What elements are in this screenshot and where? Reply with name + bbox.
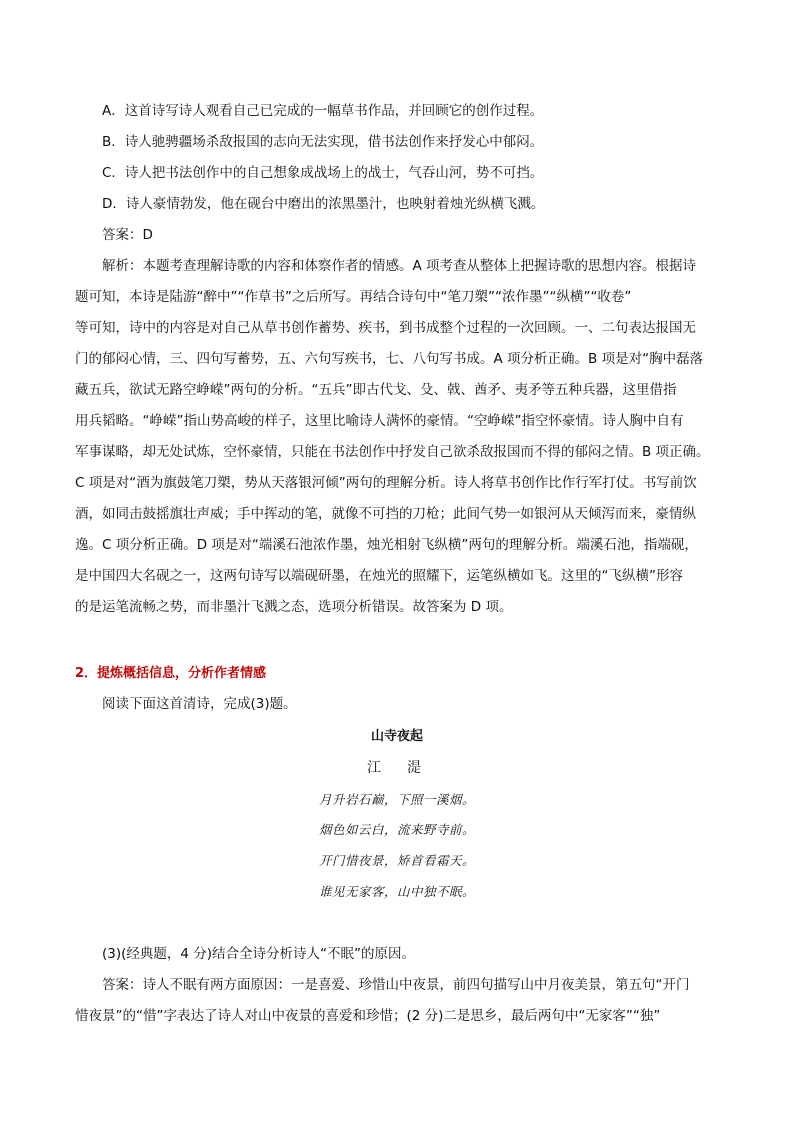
option-c: C．诗人把书法创作中的自己想象成战场上的战士，气吞山河，势不可挡。 bbox=[102, 165, 544, 181]
analysis-paragraph bbox=[102, 251, 722, 282]
option-a: A．这首诗写诗人观看自己已完成的一幅草书作品，并回顾它的创作过程。 bbox=[102, 103, 544, 119]
analysis-line: 藏五兵，欲试无路空峥嵘”两句的分析。“五兵”即古代戈、殳、戟、酋矛、夷矛等五种兵器，这里借指 bbox=[75, 382, 677, 398]
analysis-line: 解析：本题考查理解诗歌的内容和体察作者的情感。A 项考查从整体上把握诗歌的思想内容。根据诗 bbox=[102, 258, 697, 274]
answer-2-line: 惜夜景”的“惜”字表达了诗人对山中夜景的喜爱和珍惜；(2 分)二是思乡，最后两句中“无家客”“独” bbox=[75, 1008, 661, 1024]
analysis-line: 用兵韬略。“峥嵘”指山势高峻的样子，这里比喻诗人满怀的豪情。“空峥嵘”指空怀豪情。诗人胸中自有 bbox=[75, 413, 684, 429]
analysis-line: 是中国四大名砚之一，这两句诗写以端砚研墨，在烛光的照耀下，运笔纵横如飞。这里的“飞纵横”形容 bbox=[75, 568, 683, 584]
poem-line: 谁见无家客，山中独不眠。 bbox=[318, 884, 475, 899]
intro-text: 阅读下面这首清诗，完成(3)题。 bbox=[102, 696, 297, 712]
answer-2-line: 答案：诗人不眠有两方面原因：一是喜爱、珍惜山中夜景，前四句描写山中月夜美景，第五句“开门 bbox=[102, 977, 690, 993]
option-b: B．诗人驰骋疆场杀敌报国的志向无法实现，借书法创作来抒发心中郁闷。 bbox=[102, 134, 544, 150]
poem-author: 江 湜 bbox=[367, 760, 427, 776]
analysis-paragraph-body bbox=[75, 282, 721, 623]
poem-line: 开门惜夜景，矫首看霜天。 bbox=[318, 853, 475, 868]
poem-title: 山寺夜起 bbox=[370, 729, 423, 744]
analysis-line: 的是运笔流畅之势，而非墨汁飞溅之态，选项分析错误。故答案为 D 项。 bbox=[75, 599, 513, 615]
analysis-line: 军事谋略，却无处试炼，空怀豪情，只能在书法创作中抒发自己欲杀敌报国而不得的郁闷之情。B 项正确。 bbox=[75, 444, 710, 460]
question-3: (3)(经典题，4 分)结合全诗分析诗人“不眠”的原因。 bbox=[102, 946, 416, 962]
analysis-line: 等可知，诗中的内容是对自己从草书创作蓄势、疾书，到书成整个过程的一次回顾。一、二句表达报国无 bbox=[75, 320, 696, 336]
analysis-line: C 项是对“酒为旗鼓笔刀槊，势从天落银河倾”两句的理解分析。诗人将草书创作比作行军打仗。书写前饮 bbox=[75, 475, 697, 491]
option-d: D．诗人豪情勃发，他在砚台中磨出的浓黑墨汁，也映射着烛光纵横飞溅。 bbox=[102, 196, 545, 212]
answer-1: 答案：D bbox=[102, 227, 153, 243]
analysis-line: 门的郁闷心情，三、四句写蓄势，五、六句写疾书，七、八句写书成。A 项分析正确。B 项是对“胸中磊落 bbox=[75, 351, 704, 367]
analysis-line: 酒，如同击鼓摇旗壮声威；手中挥动的笔，就像不可挡的刀枪；此间气势一如银河从天倾泻而来，豪情纵 bbox=[75, 506, 696, 522]
poem-line: 月升岩石巅，下照一溪烟。 bbox=[318, 792, 475, 807]
analysis-line: 题可知，本诗是陆游“醉中”“作草书”之后所写。再结合诗句中“笔刀槊”“浓作墨”“纵横”“收卷” bbox=[75, 289, 632, 305]
analysis-line: 逸。C 项分析正确。D 项是对“端溪石池浓作墨，烛光相射飞纵横”两句的理解分析。端溪石池，指端砚， bbox=[75, 537, 698, 553]
section-heading: 2．提炼概括信息，分析作者情感 bbox=[75, 666, 267, 681]
poem-line: 烟色如云白，流来野寺前。 bbox=[318, 822, 475, 837]
